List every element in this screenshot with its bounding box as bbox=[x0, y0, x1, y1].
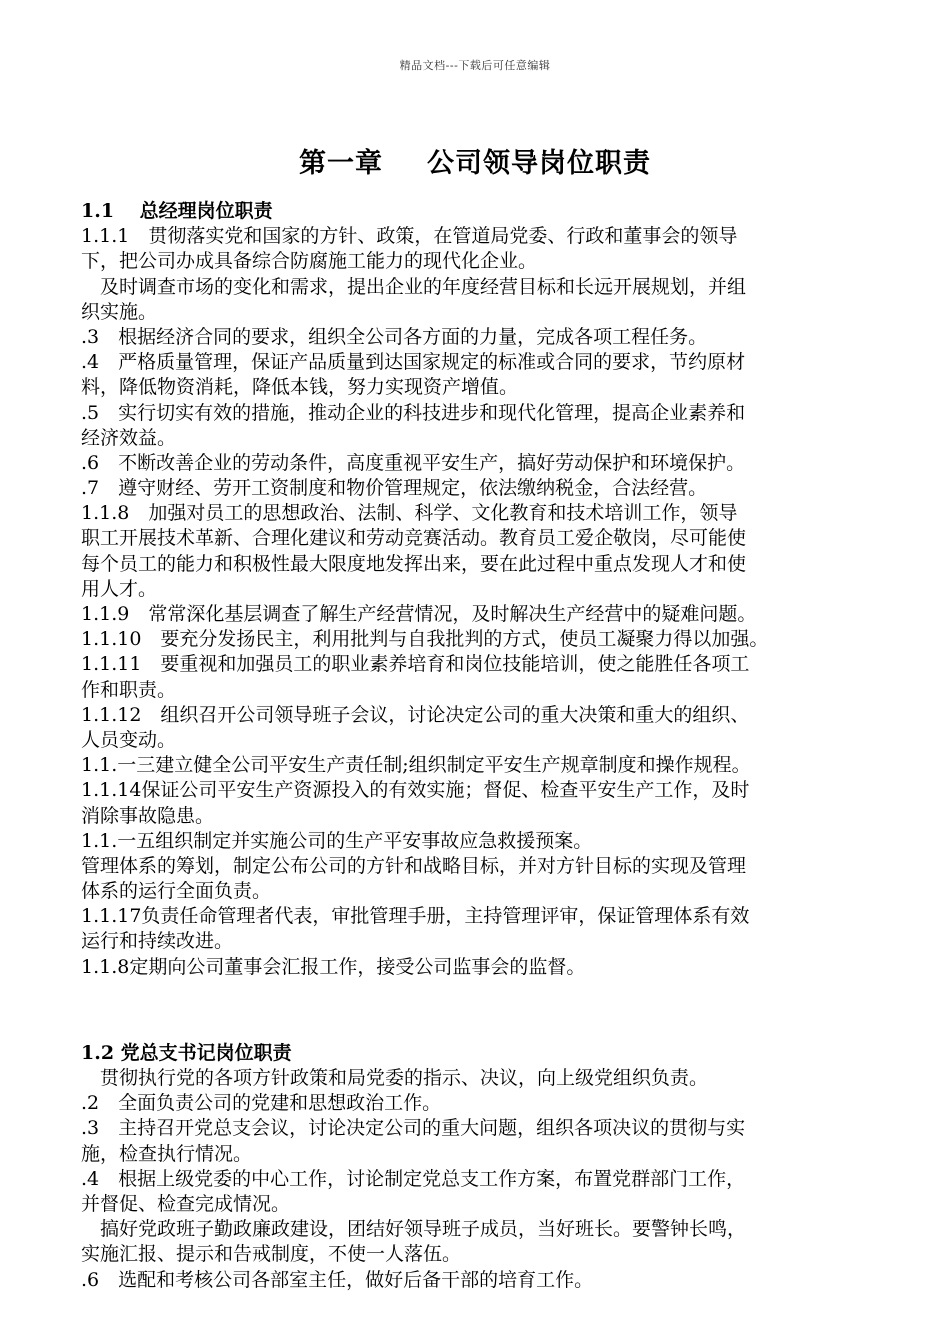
text-line: 并督促、检查完成情况。 bbox=[81, 1192, 291, 1215]
text-line: 1.1.一三建立健全公司平安生产责任制;组织制定平安生产规章制度和操作规程。 bbox=[81, 754, 751, 777]
section-1-1-body bbox=[81, 224, 881, 980]
text-line: 经济效益。 bbox=[81, 426, 177, 449]
text-line: 1.1.8定期向公司董事会汇报工作，接受公司监事会的监督。 bbox=[81, 955, 586, 978]
text-line: .2 全面负责公司的党建和思想政治工作。 bbox=[81, 1092, 442, 1115]
text-line: 搞好党政班子勤政廉政建设，团结好领导班子成员，当好班长。要警钟长鸣， bbox=[81, 1218, 747, 1241]
text-line: 1.1.12 组织召开公司领导班子会议，讨论决定公司的重大决策和重大的组织、 bbox=[81, 703, 750, 726]
text-line: .4 根据上级党委的中心工作，讨论制定党总支工作方案，布置党群部门工作， bbox=[81, 1167, 746, 1190]
text-line: 贯彻执行党的各项方针政策和局党委的指示、决议，向上级党组织负责。 bbox=[81, 1067, 709, 1089]
text-line: .3 主持召开党总支会议，讨论决定公司的重大问题，组织各项决议的贯彻与实 bbox=[81, 1117, 746, 1140]
text-line: 职工开展技术革新、合理化建议和劳动竞赛活动。教育员工爱企敬岗，尽可能使 bbox=[81, 527, 747, 550]
text-line: 织实施。 bbox=[81, 300, 158, 323]
section-heading-1-2: 1.2 党总支书记岗位职责 bbox=[81, 1041, 292, 1064]
text-line: 1.1.9 常常深化基层调查了解生产经营情况，及时解决生产经营中的疑难问题。 bbox=[81, 603, 757, 625]
chapter-name: 公司领导岗位职责 bbox=[427, 148, 651, 179]
text-line: 作和职责。 bbox=[81, 678, 177, 701]
text-line: 用人才。 bbox=[81, 577, 158, 600]
text-line: 1.1.11 要重视和加强员工的职业素养培育和岗位技能培训，使之能胜任各项工 bbox=[81, 653, 750, 676]
text-line: 人员变动。 bbox=[81, 728, 177, 751]
chapter-title bbox=[0, 141, 950, 180]
text-line: 1.1.10 要充分发扬民主，利用批判与自我批判的方式，使员工凝聚力得以加强。 bbox=[81, 628, 769, 651]
section-heading-1-1: 1.1 总经理岗位职责 bbox=[81, 200, 273, 222]
text-line: 1.1.1 贯彻落实党和国家的方针、政策，在管道局党委、行政和董事会的领导 bbox=[81, 225, 738, 248]
chapter-number: 第一章 bbox=[299, 148, 383, 179]
text-line: 施，检查执行情况。 bbox=[81, 1142, 253, 1165]
text-line: 管理体系的筹划，制定公布公司的方针和战略目标，并对方针目标的实现及管理 bbox=[81, 854, 747, 877]
text-line: 1.1.8 加强对员工的思想政治、法制、科学、文化教育和技术培训工作，领导 bbox=[81, 502, 738, 525]
text-line: .3 根据经济合同的要求，组织全公司各方面的力量，完成各项工程任务。 bbox=[81, 325, 708, 348]
text-line: 体系的运行全面负责。 bbox=[81, 880, 272, 903]
text-line: 1.1.一五组织制定并实施公司的生产平安事故应急救援预案。 bbox=[81, 829, 593, 852]
document-body bbox=[81, 199, 881, 1293]
text-line: 1.1.14保证公司平安生产资源投入的有效实施；督促、检查平安生产工作，及时 bbox=[81, 779, 750, 802]
text-line: .7 遵守财经、劳开工资制度和物价管理规定，依法缴纳税金，合法经营。 bbox=[81, 477, 708, 500]
text-line: .6 不断改善企业的劳动条件，高度重视平安生产，搞好劳动保护和环境保护。 bbox=[81, 451, 746, 474]
text-line: 及时调查市场的变化和需求，提出企业的年度经营目标和长远开展规划，并组 bbox=[81, 275, 747, 298]
text-line: .6 选配和考核公司各部室主任，做好后备干部的培育工作。 bbox=[81, 1268, 594, 1291]
text-line: .4 严格质量管理，保证产品质量到达国家规定的标准或合同的要求，节约原材 bbox=[81, 351, 746, 374]
section-spacer bbox=[81, 980, 881, 1041]
header-note: 精品文档---下载后可任意编辑 bbox=[399, 59, 551, 72]
text-line: 下，把公司办成具备综合防腐施工能力的现代化企业。 bbox=[81, 250, 538, 273]
text-line: 消除事故隐患。 bbox=[81, 804, 215, 827]
text-line: 运行和持续改进。 bbox=[81, 930, 234, 953]
text-line: 料，降低物资消耗，降低本钱，努力实现资产增值。 bbox=[81, 376, 519, 399]
text-line: 实施汇报、提示和告戒制度，不使一人落伍。 bbox=[81, 1243, 462, 1266]
text-line: .5 实行切实有效的措施，推动企业的科技进步和现代化管理，提高企业素养和 bbox=[81, 401, 746, 424]
section-1-2-body bbox=[81, 1066, 881, 1293]
text-line: 1.1.17负责任命管理者代表，审批管理手册，主持管理评审，保证管理体系有效 bbox=[81, 905, 750, 928]
text-line: 每个员工的能力和积极性最大限度地发挥出来，要在此过程中重点发现人才和使 bbox=[81, 552, 747, 575]
